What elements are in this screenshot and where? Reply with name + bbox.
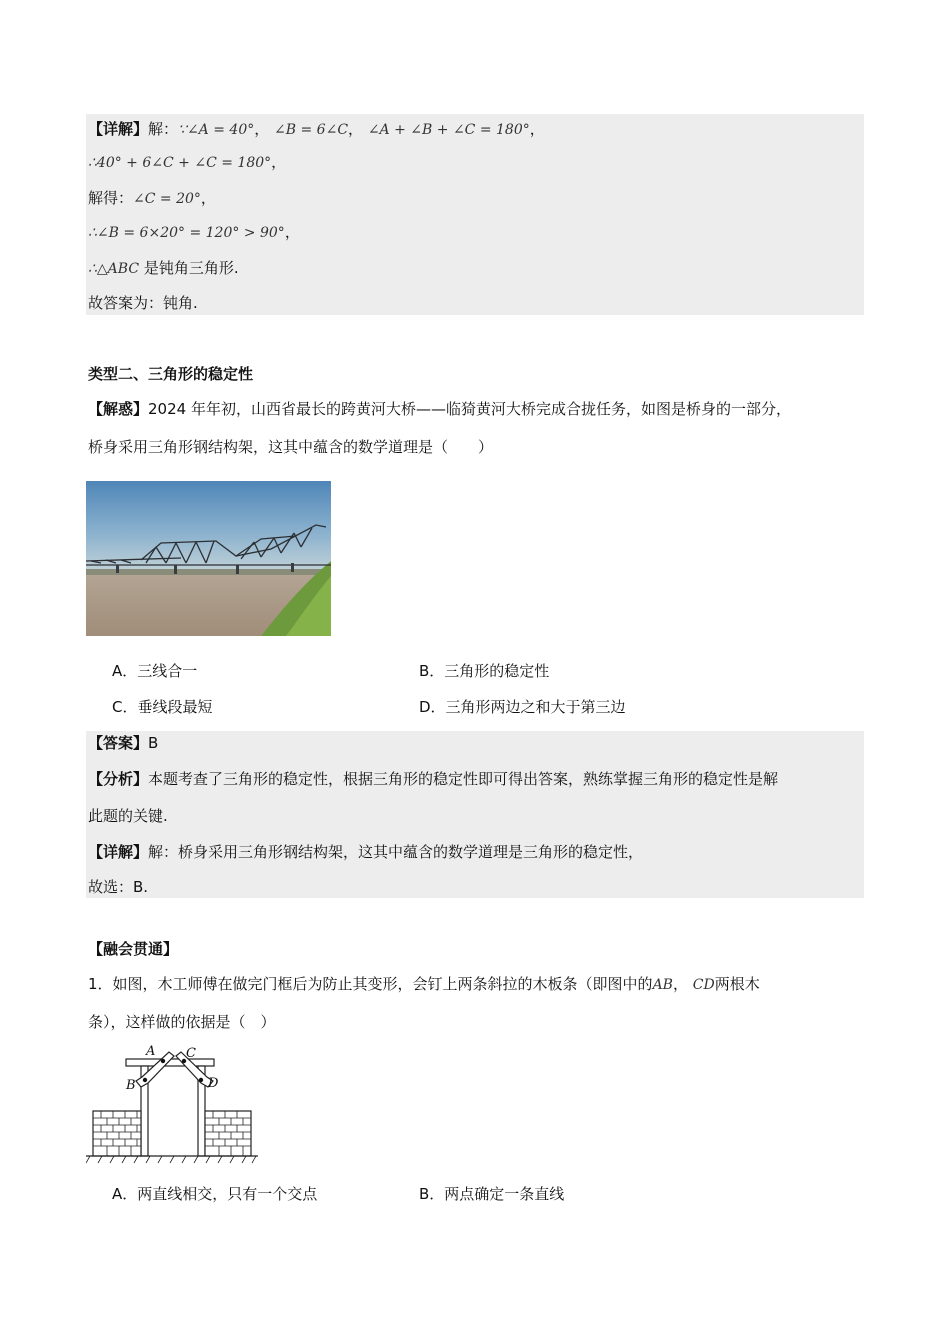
question-line-2: 桥身采用三角形钢结构架，这其中蕴含的数学道理是（ ）	[88, 438, 494, 456]
final-answer: 故答案为：钝角.	[88, 294, 198, 312]
choice-row: 故选：B.	[88, 878, 149, 896]
q1-text: 1．如图，木工师傅在做完门框后为防止其变形，会钉上两条斜拉的木板条（即图中的	[88, 975, 653, 993]
angle-sum: ∠A + ∠B + ∠C = 180°	[367, 122, 530, 138]
label-c: C	[186, 1046, 196, 1061]
conclusion: 是钝角三角形.	[143, 259, 239, 277]
analysis-row-2: 此题的关键.	[88, 807, 168, 825]
segment-ab: AB	[652, 977, 673, 993]
question-text: 2024 年年初，山西省最长的跨黄河大桥——临猗黄河大桥完成合拢任务，如图是桥身的一部分，	[148, 400, 791, 418]
option-a[interactable]: A．三线合一	[112, 662, 198, 680]
detail-text: 解：桥身采用三角形钢结构架，这其中蕴含的数学道理是三角形的稳定性，	[148, 843, 644, 861]
section-title: 类型二、三角形的稳定性	[88, 365, 254, 383]
detail-line-2	[88, 152, 286, 173]
section-title-practice: 【融会贯通】	[88, 940, 179, 958]
detail-line-3	[88, 188, 216, 209]
solution-block-1	[86, 114, 864, 315]
question-line-1	[88, 399, 791, 419]
label-d: D	[208, 1076, 219, 1091]
comma: ，	[348, 120, 364, 138]
detail-tag: 【详解】	[88, 120, 149, 138]
solved-label: 解得：	[88, 189, 134, 207]
analysis-tag: 【分析】	[88, 770, 149, 788]
solution-block-2	[86, 731, 864, 898]
detail-line-4	[88, 222, 300, 243]
option-d[interactable]: D．三角形两边之和大于第三边	[419, 698, 626, 716]
question-tag: 【解惑】	[88, 400, 149, 418]
answer-row	[88, 733, 158, 753]
answer-tag: 【答案】	[88, 734, 149, 752]
detail-row	[88, 842, 643, 862]
practice-option-b[interactable]: B．两点确定一条直线	[419, 1185, 565, 1203]
comma: ，	[200, 189, 216, 207]
option-c[interactable]: C．垂线段最短	[112, 698, 213, 716]
triangle-abc: ∴△ABC	[88, 261, 140, 277]
comma: ，	[529, 120, 545, 138]
given-angle-b: ∠B = 6∠C	[274, 122, 349, 138]
angle-c-result: ∠C = 20°	[133, 191, 201, 207]
answer-value: B	[148, 734, 159, 752]
answer-line	[88, 293, 198, 313]
label-b: B	[126, 1078, 136, 1093]
segment-cd: CD	[692, 977, 715, 993]
analysis-text: 本题考查了三角形的稳定性，根据三角形的稳定性即可得出答案，熟练掌握三角形的稳定性是解	[148, 770, 779, 788]
detail-line-5	[88, 258, 239, 279]
comma: ，	[254, 120, 270, 138]
bridge-photo	[86, 481, 331, 636]
option-b[interactable]: B．三角形的稳定性	[419, 662, 550, 680]
solve-label: 解：	[148, 120, 179, 138]
practice-option-a[interactable]: A．两直线相交，只有一个交点	[112, 1185, 318, 1203]
detail-tag: 【详解】	[88, 843, 149, 861]
detail-line-1	[88, 119, 545, 140]
door-frame-figure	[86, 1043, 258, 1165]
comma: ，	[271, 153, 287, 171]
equation: ∴40° + 6∠C + ∠C = 180°	[88, 155, 272, 171]
angle-b-result: ∴∠B = 6×20° = 120° > 90°	[88, 225, 285, 241]
comma: ，	[284, 223, 300, 241]
comma: ，	[672, 975, 688, 993]
given-angle-a: ∵∠A = 40°	[178, 122, 255, 138]
practice-q1-line-2: 条），这样做的依据是（ ）	[88, 1013, 276, 1031]
analysis-row	[88, 769, 778, 789]
label-a: A	[146, 1044, 156, 1059]
practice-q1-line-1	[88, 974, 760, 995]
q1-text-end: 两根木	[714, 975, 760, 993]
